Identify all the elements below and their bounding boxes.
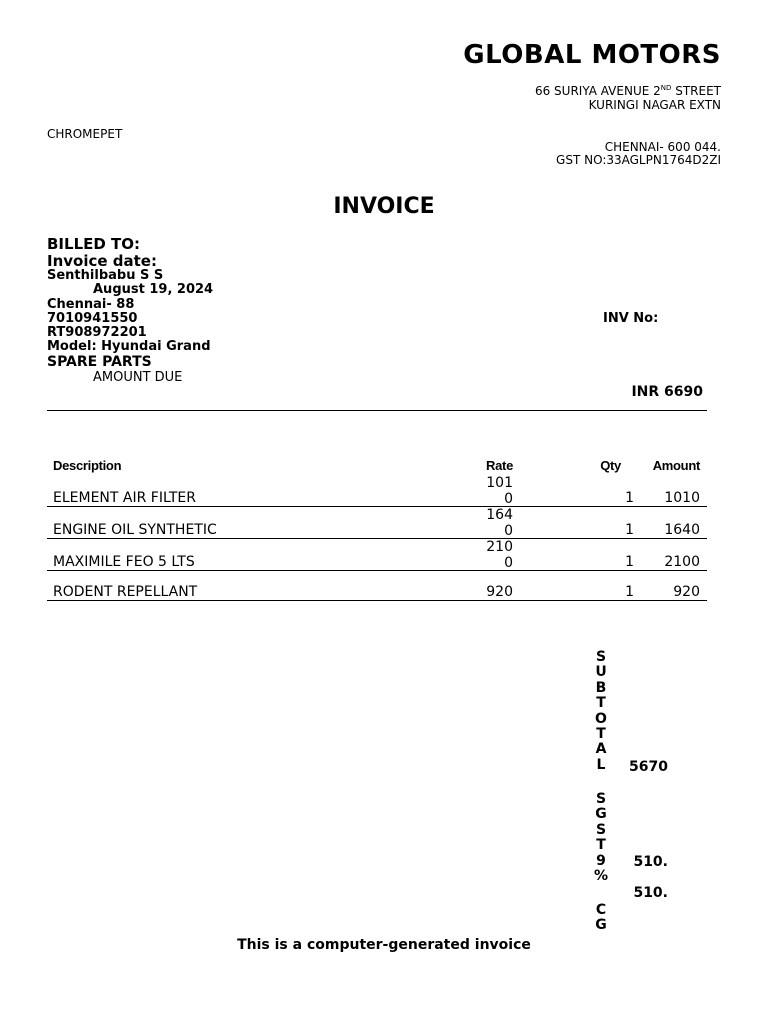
subtotal-label-char: A — [595, 741, 607, 758]
billed-to-label: BILLED TO: — [47, 235, 141, 253]
row-rate-part1: 210 — [486, 539, 513, 555]
sgst-label-char: 9 — [596, 852, 606, 869]
row-amount: 2100 — [664, 554, 700, 570]
row-amount: 1010 — [664, 490, 700, 506]
col-header-rate: Rate — [486, 458, 513, 473]
row-rate-part1: 164 — [486, 507, 513, 523]
customer-phone: 7010941550 — [47, 311, 138, 326]
row-qty: 1 — [625, 490, 634, 506]
customer-city: Chennai- 88 — [47, 297, 135, 312]
sgst-label-char: G — [595, 806, 607, 823]
row-divider — [47, 570, 707, 571]
header-divider — [47, 410, 707, 411]
cgst-value: 510. — [633, 885, 668, 901]
row-description: RODENT REPELLANT — [53, 584, 198, 600]
invoice-date: August 19, 2024 — [93, 282, 214, 297]
row-rate — [486, 507, 513, 539]
row-rate-part1: 101 — [486, 475, 513, 491]
subtotal-label-char: S — [595, 649, 607, 665]
sgst-label-char: S — [595, 791, 607, 807]
subtotal-label-char: B — [595, 679, 607, 696]
invoice-date-label: Invoice date: — [47, 252, 157, 270]
subtotal-label-char: U — [595, 664, 607, 681]
sgst-label — [594, 792, 608, 884]
category-label: SPARE PARTS — [47, 354, 152, 370]
subtotal-label-char: O — [595, 710, 607, 727]
vehicle-reg-no: RT908972201 — [47, 325, 147, 340]
col-header-description: Description — [53, 458, 122, 473]
document-title: INVOICE — [333, 194, 435, 219]
vehicle-model: Model: Hyundai Grand — [47, 339, 211, 354]
row-description: ELEMENT AIR FILTER — [53, 490, 196, 506]
company-address-line2: KURINGI NAGAR EXTN — [588, 98, 721, 112]
col-header-qty: Qty — [600, 458, 621, 473]
company-address-line1 — [535, 84, 721, 98]
row-rate: 920 — [486, 584, 513, 600]
inv-no-label: INV No: — [603, 311, 659, 326]
row-description: ENGINE OIL SYNTHETIC — [53, 522, 217, 538]
company-gst: GST NO:33AGLPN1764D2ZI — [556, 153, 721, 167]
sgst-label-char: S — [595, 821, 607, 838]
row-amount: 920 — [673, 584, 700, 600]
row-qty: 1 — [625, 584, 634, 600]
subtotal-value: 5670 — [629, 759, 668, 775]
cgst-label — [594, 903, 608, 934]
footer-note: This is a computer-generated invoice — [237, 937, 531, 953]
amount-due-label: AMOUNT DUE — [93, 370, 183, 385]
company-name: GLOBAL MOTORS — [463, 40, 721, 70]
row-description: MAXIMILE FEO 5 LTS — [53, 554, 195, 570]
subtotal-label-char: L — [596, 756, 606, 773]
table-bottom-divider — [47, 600, 707, 601]
row-divider — [47, 506, 707, 507]
subtotal-label — [594, 650, 608, 773]
cgst-label-char: C — [595, 902, 607, 918]
sgst-label-char: % — [594, 868, 609, 885]
row-divider — [47, 538, 707, 539]
row-qty: 1 — [625, 522, 634, 538]
col-header-amount: Amount — [652, 458, 700, 473]
address-line1-superscript: ND — [660, 84, 672, 92]
sgst-label-char: T — [596, 837, 606, 854]
row-qty: 1 — [625, 554, 634, 570]
row-rate-part2: 0 — [504, 523, 513, 539]
row-amount: 1640 — [664, 522, 700, 538]
row-rate — [486, 539, 513, 571]
sgst-value: 510. — [633, 854, 668, 870]
row-rate-part2: 0 — [504, 491, 513, 507]
subtotal-label-char: T — [596, 726, 606, 743]
row-rate-part2: 0 — [504, 555, 513, 571]
amount-due-value: INR 6690 — [631, 384, 703, 400]
subtotal-label-char: T — [596, 695, 606, 712]
company-city: CHENNAI- 600 044. — [604, 140, 721, 154]
row-rate — [486, 475, 513, 507]
company-address-line3: CHROMEPET — [47, 127, 123, 141]
customer-name: Senthilbabu S S — [47, 268, 164, 283]
cgst-label-char: G — [595, 917, 607, 934]
address-line1-text: 66 SURIYA AVENUE 2 — [534, 84, 661, 98]
address-line1-street: STREET — [671, 84, 721, 98]
